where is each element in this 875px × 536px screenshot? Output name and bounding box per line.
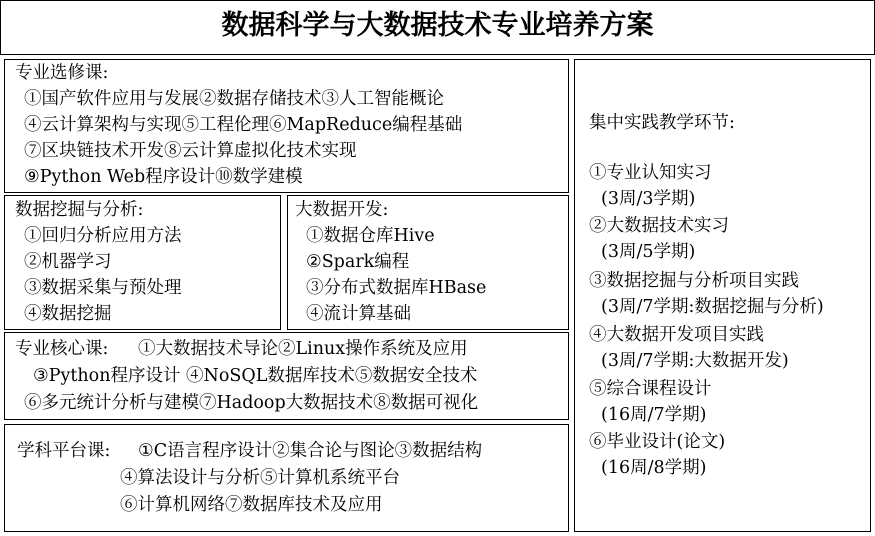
electives-heading: 专业选修课: [15, 63, 109, 83]
electives-line: ①国产软件应用与发展②数据存储技术③人工智能概论 [24, 89, 444, 109]
electives-box [4, 59, 569, 193]
big-data-dev-line: ①数据仓库Hive [306, 226, 435, 246]
big-data-dev-heading: 大数据开发: [295, 200, 389, 220]
core-line: ③Python程序设计 ④NoSQL数据库技术⑤数据安全技术 [33, 366, 478, 386]
big-data-dev-line: ③分布式数据库HBase [306, 278, 487, 298]
electives-line: ⑦区块链技术开发⑧云计算虚拟化技术实现 [24, 141, 357, 161]
practice-item-detail: (16周/7学期) [601, 405, 707, 425]
core-line: ⑥多元统计分析与建模⑦Hadoop大数据技术⑧数据可视化 [24, 393, 479, 413]
data-mining-heading: 数据挖掘与分析: [15, 200, 144, 220]
practice-item: ②大数据技术实习 [589, 216, 729, 236]
platform-courses-box [4, 424, 569, 532]
practice-item-detail: (3周/7学期:数据挖掘与分析) [601, 297, 824, 317]
big-data-dev-line: ④流计算基础 [306, 304, 411, 324]
data-mining-line: ①回归分析应用方法 [24, 226, 182, 246]
core-line: ①大数据技术导论②Linux操作系统及应用 [138, 339, 468, 359]
platform-heading: 学科平台课: [17, 441, 111, 461]
big-data-dev-line: ②Spark编程 [306, 252, 410, 272]
data-mining-line: ②机器学习 [24, 252, 112, 272]
electives-line: ④云计算架构与实现⑤工程伦理⑥MapReduce编程基础 [24, 115, 463, 135]
practice-item: ④大数据开发项目实践 [589, 325, 764, 345]
practice-item: ①专业认知实习 [589, 163, 712, 183]
practice-item-detail: (16周/8学期) [601, 458, 707, 478]
data-mining-line: ④数据挖掘 [24, 304, 112, 324]
practice-item: ⑤综合课程设计 [589, 379, 712, 399]
practice-box [574, 59, 871, 532]
core-heading: 专业核心课: [15, 339, 109, 359]
practice-item: ⑥毕业设计(论文) [589, 432, 726, 452]
page-title: 数据科学与大数据技术专业培养方案 [221, 10, 654, 41]
practice-item-detail: (3周/7学期:大数据开发) [601, 351, 789, 371]
data-mining-box [4, 195, 281, 330]
big-data-dev-box [287, 195, 569, 330]
electives-line: ⑨Python Web程序设计⑩数学建模 [24, 167, 303, 187]
practice-item-detail: (3周/3学期) [601, 189, 696, 209]
practice-heading: 集中实践教学环节: [589, 113, 735, 133]
platform-line: ④算法设计与分析⑤计算机系统平台 [120, 468, 400, 488]
platform-line: ⑥计算机网络⑦数据库技术及应用 [120, 495, 383, 515]
practice-item: ③数据挖掘与分析项目实践 [589, 271, 799, 291]
data-mining-line: ③数据采集与预处理 [24, 278, 182, 298]
platform-line: ①C语言程序设计②集合论与图论③数据结构 [138, 441, 483, 461]
title-box [0, 0, 875, 55]
core-courses-box [4, 332, 569, 420]
practice-item-detail: (3周/5学期) [601, 242, 696, 262]
